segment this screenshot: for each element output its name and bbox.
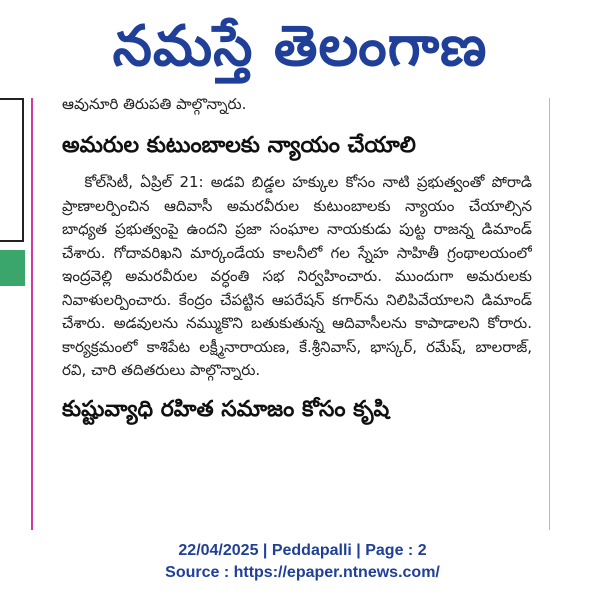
column-divider-left	[31, 98, 33, 530]
newspaper-masthead	[0, 0, 605, 98]
next-article-headline: కుష్టువ్యాధి రహిత సమాజం కోసం కృషి	[62, 396, 390, 422]
left-column-green-band	[0, 250, 25, 286]
clipping-footer	[0, 540, 605, 614]
right-neighbor-column	[586, 98, 605, 530]
previous-article-tail: ఆవునూరి తిరుపతి పాల్గొన్నారు.	[62, 98, 247, 113]
source-info: Source : https://epaper.ntnews.com/	[165, 564, 440, 581]
edition-info: 22/04/2025 | Peddapalli | Page : 2	[178, 542, 427, 559]
newspaper-title: నమస్తే తెలంగాణ	[112, 14, 488, 79]
article-body: కోల్‌సిటీ, ఏప్రిల్ 21: అడవి బిడ్డల హక్కుల కోసం నాటి ప్రభుత్వంతో పోరాడి ప్రాణాలర్పించిన ఆదివాసీ అమరవీరుల కుటుంబాలకు న్యాయం చేయాల్సిన బాధ్యత ప్రభుత్వంపై ఉందని ప్రజా సంఘాల నాయకుడు పుట్ట రాజన్న డిమాండ్ చేశారు. గోదావరిఖని మార్కండేయ కాలనీలో గల స్నేహ సాహితీ గ్రంథాలయంలో ఇంద్రవెల్లి అమరవీరుల వర్ధంతి సభ నిర్వహించారు. ముందుగా అమరులకు నివాళులర్పించారు. కేంద్రం చేపట్టిన ఆపరేషన్ కగార్‌ను నిలిపివేయాలని డిమాండ్ చేశారు. అడవులను నమ్ముకొని బతుకుతున్న ఆదివాసీలను కాపాడాలని కోరారు. కార్యక్రమంలో కాశిపేట లక్ష్మీనారాయణ, కే.శ్రీనివాస్, భాస్కర్, రమేష్, బాలరాజ్, రవి, చారి తదితరులు పాల్గొన్నారు.	[62, 173, 532, 379]
article-headline: అమరుల కుటుంబాలకు న్యాయం చేయాలి	[62, 133, 416, 158]
left-neighbor-column	[0, 98, 30, 530]
article-column	[62, 98, 532, 530]
newspaper-clipping	[0, 98, 605, 530]
left-column-box	[0, 98, 24, 242]
column-divider-right	[549, 98, 550, 530]
